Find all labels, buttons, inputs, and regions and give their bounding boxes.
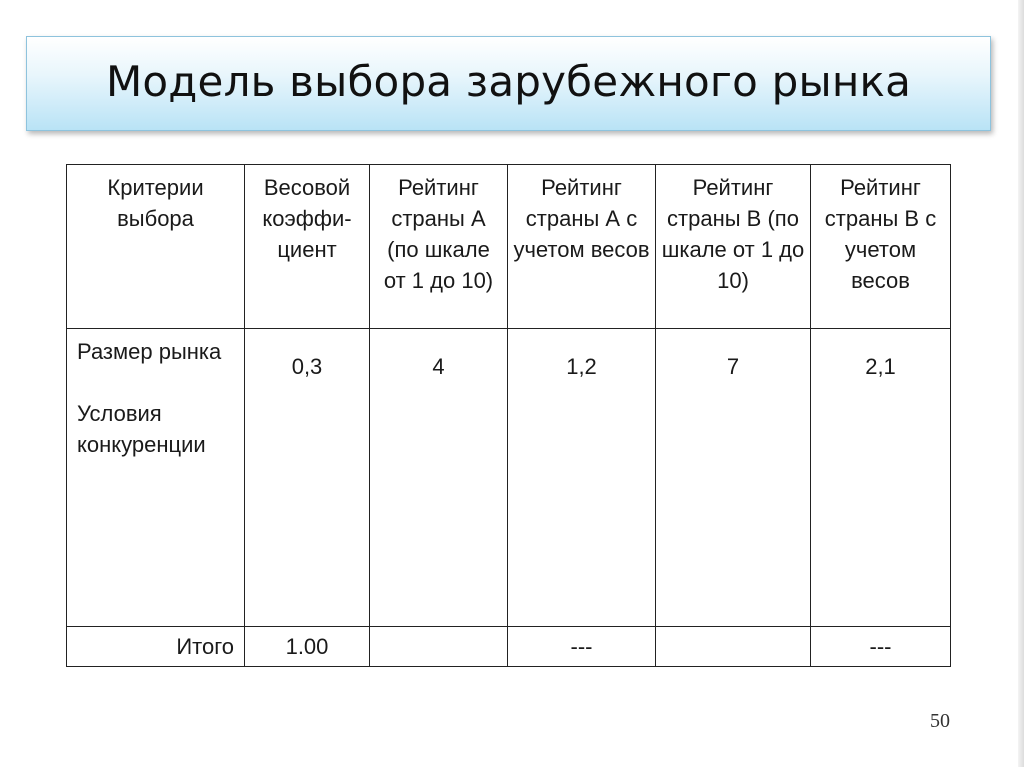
title-banner [26,36,991,131]
header-rating-a: Рейтинг страны А (по шкале от 1 до 10) [370,165,508,329]
cell-weight: 0,3 [245,329,370,627]
table-row [67,329,951,627]
slide-edge [1018,0,1024,767]
page-number: 50 [930,710,950,732]
header-criteria: Критерии выбора [67,165,245,329]
criterion-spacer [77,367,240,398]
header-weighted-a: Рейтинг страны А с учетом весов [508,165,656,329]
criterion-competition: Условия конкуренции [77,401,206,457]
header-rating-b: Рейтинг страны В (по шкале от 1 до 10) [656,165,811,329]
total-rating-b [656,627,811,667]
criterion-market-size: Размер рынка [77,339,222,364]
slide-title: Модель выбора зарубежного рынка [105,57,912,106]
total-label: Итого [67,627,245,667]
total-rating-a [370,627,508,667]
header-row [67,165,951,329]
criteria-table [66,164,951,667]
header-weight: Весовой коэффи-циент [245,165,370,329]
cell-weighted-a: 1,2 [508,329,656,627]
total-weighted-b: --- [811,627,951,667]
total-row [67,627,951,667]
total-weighted-a: --- [508,627,656,667]
cell-weighted-b: 2,1 [811,329,951,627]
header-weighted-b: Рейтинг страны В с учетом весов [811,165,951,329]
criteria-cell [67,329,245,627]
cell-rating-a: 4 [370,329,508,627]
total-weight: 1.00 [245,627,370,667]
cell-rating-b: 7 [656,329,811,627]
